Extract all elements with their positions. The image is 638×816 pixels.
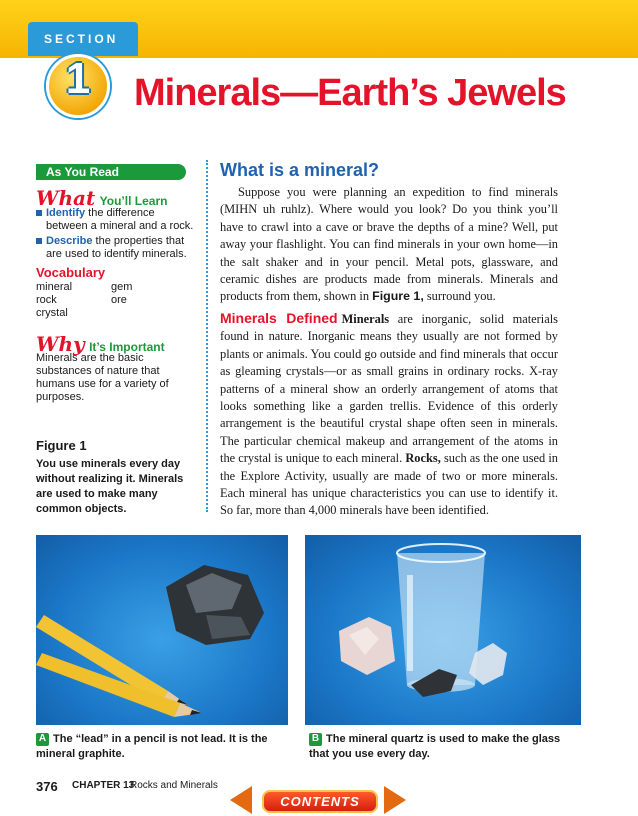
objective-keyword: Identify [46, 207, 86, 219]
list-item [36, 207, 196, 233]
as-you-read-banner: As You Read [36, 164, 186, 180]
youll-learn-label: You’ll Learn [99, 194, 168, 208]
vocabulary-term: crystal [36, 307, 68, 319]
photo-caption-a [36, 732, 298, 762]
page-title: Minerals—Earth’s Jewels [134, 72, 566, 114]
figure-label: Figure 1 [36, 438, 87, 453]
vocabulary-row [36, 281, 186, 294]
objective-text: the difference between a mineral and a rock. [46, 207, 194, 232]
vocabulary-list [36, 281, 186, 320]
figure-caption: You use minerals every day without realizing it. Minerals are used to make many common objects. [36, 458, 184, 515]
body-paragraph-minerals-defined [220, 310, 558, 520]
bullet-square-icon [36, 210, 42, 216]
main-heading: What is a mineral? [220, 160, 380, 180]
page-number: 376 [36, 779, 58, 794]
photo-quartz-glass [305, 535, 581, 725]
vocabulary-row [36, 294, 186, 307]
bullet-square-icon [36, 238, 42, 244]
column-divider [206, 160, 208, 512]
caption-letter-badge: A [36, 733, 49, 746]
key-term: Minerals [341, 312, 390, 326]
quartz-glass-illustration [305, 535, 581, 725]
next-page-arrow-icon[interactable] [384, 786, 406, 814]
section-number: 1 [65, 54, 91, 103]
paragraph-text: surround you. [423, 289, 496, 304]
contents-button[interactable]: CONTENTS [262, 790, 378, 813]
paragraph-text: Suppose you were planning an expedition to find minerals (MIHN uh ruhlz). Where would you look? Do you think you’ll have to crawl into a cave or brave the depths of a mine? Well, put away your flashlight. You can find minerals in your own home—in the salt shaker and in your pencil. Metal pots, glassware, and ceramic dishes are products made from minerals. Minerals and products from them, shown in [220, 185, 558, 304]
vocabulary-term [111, 307, 186, 320]
chapter-label: CHAPTER 13 [72, 780, 135, 791]
caption-letter-badge: B [309, 733, 322, 746]
section-label: SECTION [44, 32, 119, 46]
paragraph-text: such as the one used in the Explore Activity, usually are made of two or more minerals. Each mineral has unique characteristics you can use to identify it. So far, more than 4,000 minerals have been identified. [220, 451, 559, 518]
vocabulary-term: ore [111, 294, 127, 306]
vocabulary-term: rock [36, 294, 57, 306]
photo-caption-b [309, 732, 569, 762]
subheading-minerals-defined: Minerals Defined [220, 310, 338, 326]
vocabulary-term: mineral [36, 281, 73, 293]
key-term: Rocks, [405, 451, 441, 466]
why-script-word: Why [36, 332, 85, 356]
what-script-word: What [36, 186, 96, 210]
list-item [36, 235, 196, 261]
objective-keyword: Describe [46, 235, 93, 247]
pencils-graphite-illustration [36, 535, 288, 725]
photo-pencils-graphite [36, 535, 288, 725]
figure-reference-link[interactable]: Figure 1, [372, 289, 424, 304]
its-important-label: It’s Important [89, 340, 165, 354]
body-paragraph-intro [220, 184, 558, 306]
learning-objectives-list [36, 207, 196, 263]
previous-page-arrow-icon[interactable] [230, 786, 252, 814]
vocabulary-row [36, 307, 186, 320]
why-important-text: Minerals are the basic substances of nature that humans use for a variety of purposes. [36, 352, 169, 403]
objective-text: the properties that are used to identify minerals. [46, 235, 187, 260]
caption-text: The “lead” in a pencil is not lead. It is the mineral graphite. [36, 733, 268, 760]
caption-text: The mineral quartz is used to make the glass that you use every day. [309, 733, 561, 760]
vocabulary-term: gem [111, 281, 133, 293]
chapter-title: Rocks and Minerals [130, 780, 218, 791]
paragraph-text: are inorganic, solid materials found in nature. Inorganic means they usually are not formed by plants or animals. You could go outside and find minerals that occur as gleaming crystals—or as small grains in ordinary rocks. X-ray patterns of a mineral show an orderly arrangement of atoms that looks something like a garden trellis. Evidence of this orderly arrangement is the beautiful crystal shape often seen in minerals. The particular chemical makeup and arrangement of the atoms in the crystal is unique to each mineral. [220, 312, 558, 466]
vocabulary-heading: Vocabulary [36, 265, 106, 280]
